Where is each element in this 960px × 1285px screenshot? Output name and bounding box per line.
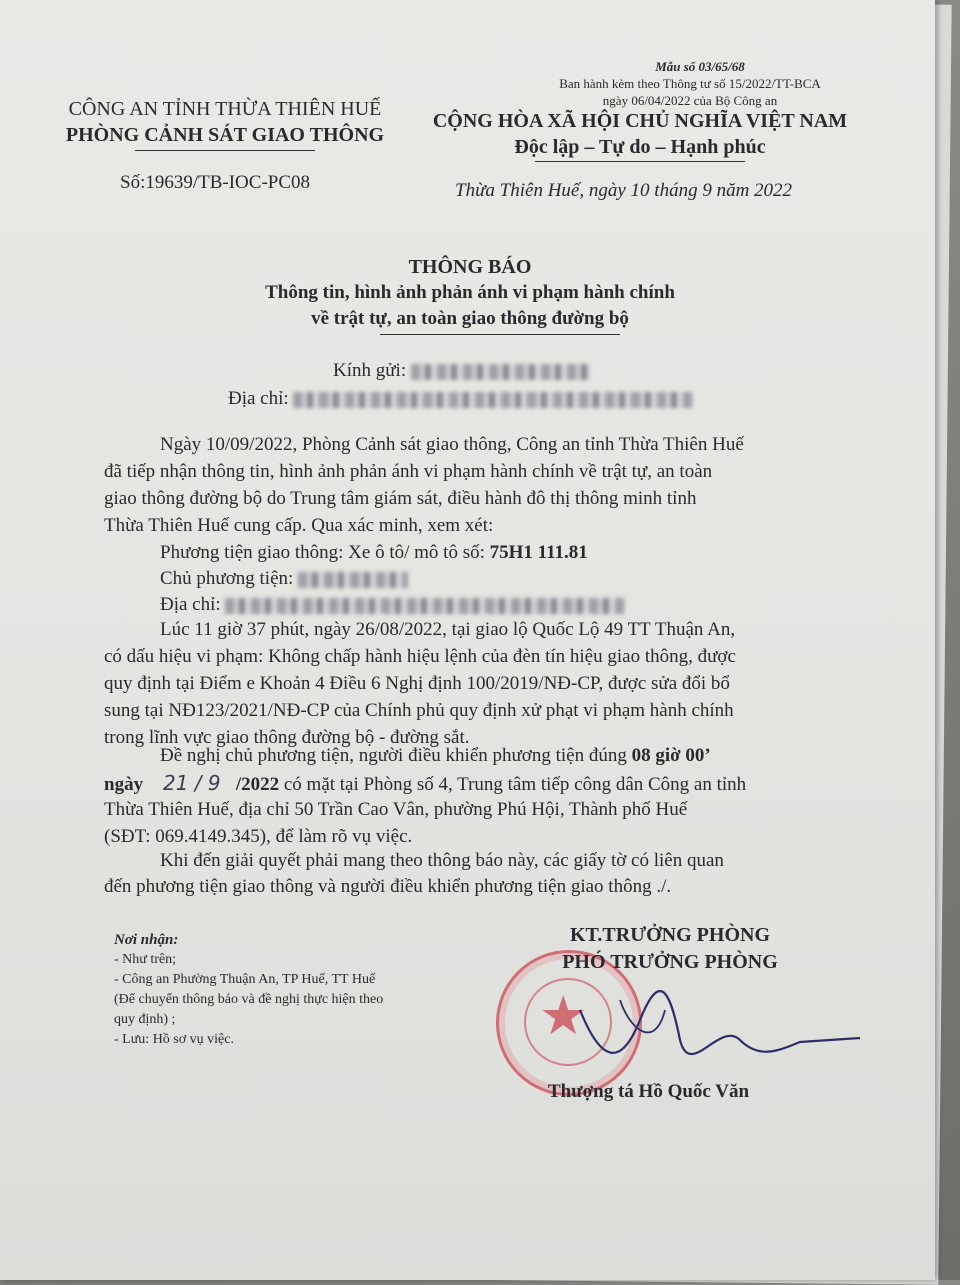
document-number: Số:19639/TB-IOC-PC08 xyxy=(120,172,311,193)
form-issued-with: Ban hành kèm theo Thông tư số 15/2022/TT-BCA xyxy=(559,76,821,91)
para1-line-4: Thừa Thiên Huế cung cấp. Qua xác minh, xem xét: xyxy=(104,515,494,536)
recipients-item-2: - Công an Phường Thuận An, TP Huế, TT Huế xyxy=(114,972,376,987)
form-reference xyxy=(520,58,860,109)
para3-line-2 xyxy=(104,770,746,798)
title-underline xyxy=(380,334,620,335)
department-name: PHÒNG CẢNH SÁT GIAO THÔNG xyxy=(65,124,385,146)
stamp-star-icon: ★ xyxy=(539,986,588,1046)
recipient-to-label: Kính gửi: xyxy=(333,360,407,381)
para1-line-3: giao thông đường bộ do Trung tâm giám sát, điều hành đô thị thông minh tỉnh xyxy=(104,488,697,509)
para4-line-1: Khi đến giải quyết phải mang theo thông báo này, các giấy tờ có liên quan xyxy=(160,850,724,871)
vehicle-line xyxy=(160,540,588,566)
para3-line-3: Thừa Thiên Huế, địa chỉ 50 Trần Cao Vân, phường Phú Hội, Thành phố Huế xyxy=(104,799,688,820)
signature-title-1: KT.TRƯỞNG PHÒNG xyxy=(570,924,770,946)
header-left-underline xyxy=(135,150,315,151)
national-motto: Độc lập – Tự do – Hạnh phúc xyxy=(514,136,766,158)
redacted-recipient-address xyxy=(293,392,693,408)
owner-address-line xyxy=(160,592,625,618)
header-left xyxy=(30,96,420,151)
para2-line-4: sung tại NĐ123/2021/NĐ-CP của Chính phủ quy định xử phạt vi phạm hành chính xyxy=(104,700,734,721)
owner-label: Chủ phương tiện: xyxy=(160,568,294,589)
recipient-address xyxy=(228,386,693,412)
recipient-to xyxy=(333,358,591,384)
para1-line-2: đã tiếp nhận thông tin, hình ảnh phản ánh vi phạm hành chính về trật tự, an toàn xyxy=(104,461,713,482)
handwritten-date: 21 / 9 xyxy=(163,771,221,795)
recipients-item-5: - Lưu: Hồ sơ vụ việc. xyxy=(114,1032,234,1047)
para4-line-2: đến phương tiện giao thông và người điều khiển phương tiện giao thông ./. xyxy=(104,876,672,897)
appointment-day-label: ngày xyxy=(104,774,144,795)
recipients-item-3: (Để chuyển thông báo và đề nghị thực hiện theo xyxy=(114,992,384,1007)
form-number: Mẫu số 03/65/68 xyxy=(655,59,745,74)
agency-name: CÔNG AN TỈNH THỪA THIÊN HUẾ xyxy=(68,98,382,120)
signer-name: Thượng tá Hồ Quốc Văn xyxy=(548,1081,750,1102)
appointment-year: /2022 xyxy=(235,774,280,795)
owner-address-label: Địa chỉ: xyxy=(160,594,221,615)
motto-underline xyxy=(535,161,745,162)
para1-line-1: Ngày 10/09/2022, Phòng Cảnh sát giao thông, Công an tỉnh Thừa Thiên Huế xyxy=(160,434,744,455)
para2-line-2: có dấu hiệu vi phạm: Không chấp hành hiệu lệnh của đèn tín hiệu giao thông, được xyxy=(104,646,736,667)
para3-line-4: (SĐT: 069.4149.345), để làm rõ vụ việc. xyxy=(104,826,413,847)
recipients-item-4: quy định) ; xyxy=(114,1012,176,1027)
para2-line-5: trong lĩnh vực giao thông đường bộ - đường sắt. xyxy=(104,727,470,748)
title-main: THÔNG BÁO xyxy=(408,256,532,278)
recipients-heading: Nơi nhận: xyxy=(114,932,179,948)
nation-name: CỘNG HÒA XÃ HỘI CHỦ NGHĨA VIỆT NAM xyxy=(432,110,848,132)
para2-line-1: Lúc 11 giờ 37 phút, ngày 26/08/2022, tại giao lộ Quốc Lộ 49 TT Thuận An, xyxy=(160,619,736,640)
signature-block xyxy=(520,922,820,976)
vehicle-plate: 75H1 111.81 xyxy=(489,542,588,563)
redacted-recipient-name xyxy=(411,364,591,380)
recipient-address-label: Địa chỉ: xyxy=(228,388,289,409)
redacted-owner-name xyxy=(298,572,408,588)
header-right xyxy=(410,108,870,162)
title-line-1: Thông tin, hình ảnh phản ánh vi phạm hành chính xyxy=(265,282,675,303)
redacted-owner-address xyxy=(225,598,625,614)
document-title xyxy=(80,254,860,335)
owner-line xyxy=(160,566,408,592)
place-date: Thừa Thiên Huế, ngày 10 tháng 9 năm 2022 xyxy=(455,180,793,201)
form-issued-date: ngày 06/04/2022 của Bộ Công an xyxy=(602,93,778,108)
para3-line-2-rest: có mặt tại Phòng số 4, Trung tâm tiếp công dân Công an tỉnh xyxy=(283,774,747,795)
recipients-list xyxy=(114,930,383,1050)
title-line-2: về trật tự, an toàn giao thông đường bộ xyxy=(311,308,629,329)
signature-title-2: PHÓ TRƯỞNG PHÒNG xyxy=(562,951,778,973)
appointment-time: 08 giờ 00’ xyxy=(631,745,711,766)
para3-text: Đề nghị chủ phương tiện, người điều khiển phương tiện đúng xyxy=(160,745,627,766)
recipients-item-1: - Như trên; xyxy=(114,952,177,967)
para2-line-3: quy định tại Điểm e Khoản 4 Điều 6 Nghị định 100/2019/NĐ-CP, được sửa đổi bổ xyxy=(104,673,730,694)
para3-line-1 xyxy=(160,743,711,769)
vehicle-label: Phương tiện giao thông: Xe ô tô/ mô tô số: xyxy=(160,542,485,563)
